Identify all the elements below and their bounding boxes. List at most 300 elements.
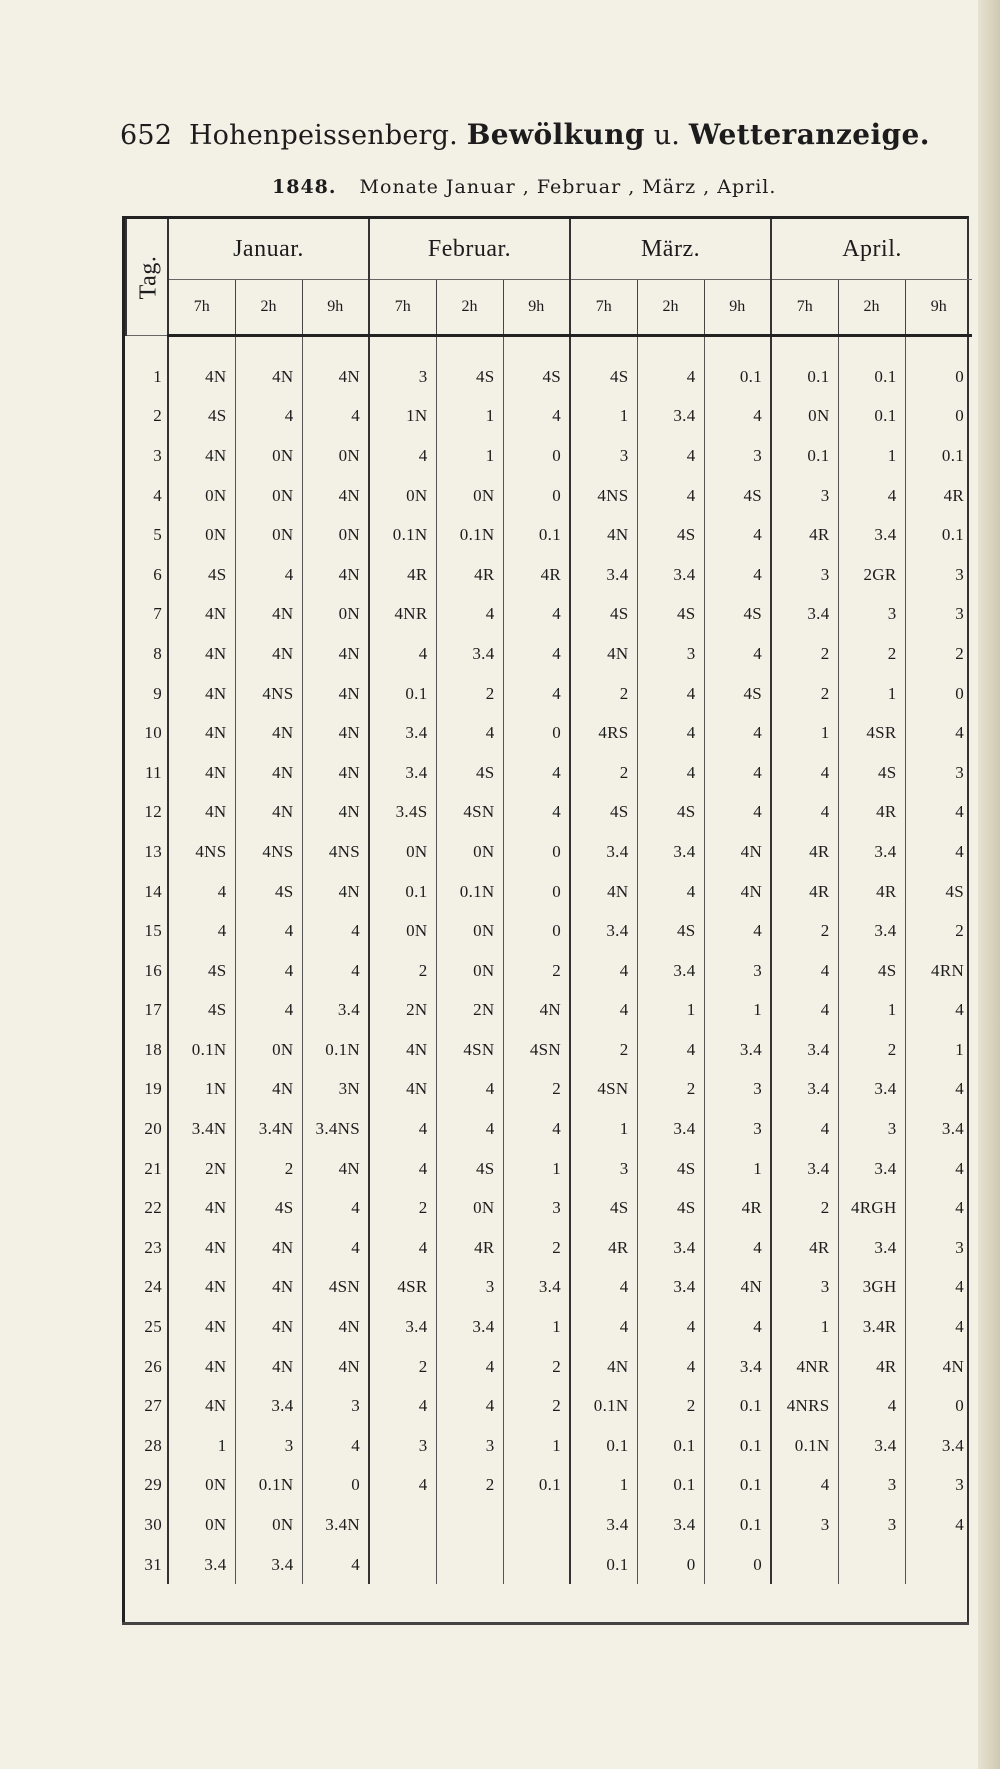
value-cell: 3.4 xyxy=(771,1030,838,1070)
value-cell: 4S xyxy=(235,872,302,912)
table-row xyxy=(126,1386,972,1426)
value-cell: 3.4 xyxy=(771,1070,838,1110)
value-cell: 4S xyxy=(503,357,570,397)
value-cell: 0 xyxy=(503,911,570,951)
value-cell: 0.1 xyxy=(771,436,838,476)
value-cell: 3.4 xyxy=(637,397,704,437)
value-cell: 4S xyxy=(570,793,637,833)
table-row xyxy=(126,753,972,793)
value-cell: 4N xyxy=(168,634,235,674)
value-cell xyxy=(503,1545,570,1585)
value-cell: 0.1 xyxy=(704,1426,771,1466)
value-cell: 4N xyxy=(168,357,235,397)
day-number: 6 xyxy=(126,555,168,595)
hour-header: 2h xyxy=(838,280,905,336)
value-cell: 4 xyxy=(704,515,771,555)
value-cell: 1 xyxy=(436,436,503,476)
value-cell: 2 xyxy=(637,1386,704,1426)
value-cell: 4 xyxy=(369,1386,436,1426)
value-cell: 1 xyxy=(704,991,771,1031)
value-cell: 4 xyxy=(503,634,570,674)
day-number: 3 xyxy=(126,436,168,476)
value-cell: 3 xyxy=(771,555,838,595)
value-cell: 4 xyxy=(905,1307,972,1347)
value-cell: 4 xyxy=(369,634,436,674)
value-cell: 4NS xyxy=(168,832,235,872)
value-cell: 4S xyxy=(637,1188,704,1228)
day-number: 17 xyxy=(126,991,168,1031)
value-cell: 2 xyxy=(771,911,838,951)
value-cell: 1 xyxy=(637,991,704,1031)
value-cell: 2 xyxy=(436,1466,503,1506)
value-cell: 4N xyxy=(704,832,771,872)
month-header-row xyxy=(126,219,972,280)
value-cell: 2GR xyxy=(838,555,905,595)
value-cell: 4 xyxy=(704,397,771,437)
value-cell: 4 xyxy=(302,951,369,991)
value-cell: 0.1 xyxy=(369,674,436,714)
day-number: 20 xyxy=(126,1109,168,1149)
value-cell: 0N xyxy=(235,515,302,555)
value-cell: 4N xyxy=(302,1149,369,1189)
table-frame xyxy=(122,216,969,1624)
value-cell: 3.4 xyxy=(369,713,436,753)
day-number: 21 xyxy=(126,1149,168,1189)
day-number: 1 xyxy=(126,357,168,397)
value-cell: 4S xyxy=(436,1149,503,1189)
value-cell: 0 xyxy=(637,1545,704,1585)
table-row xyxy=(126,872,972,912)
value-cell: 4N xyxy=(168,1347,235,1387)
value-cell: 3 xyxy=(570,1149,637,1189)
value-cell: 3.4 xyxy=(503,1268,570,1308)
day-number: 22 xyxy=(126,1188,168,1228)
value-cell: 3.4 xyxy=(905,1109,972,1149)
value-cell: 4 xyxy=(436,1070,503,1110)
value-cell xyxy=(771,1545,838,1585)
value-cell: 4S xyxy=(838,753,905,793)
value-cell: 4R xyxy=(838,1347,905,1387)
value-cell xyxy=(369,1545,436,1585)
value-cell: 4S xyxy=(637,1149,704,1189)
value-cell: 4N xyxy=(235,1228,302,1268)
value-cell: 3 xyxy=(905,753,972,793)
value-cell: 4NR xyxy=(369,595,436,635)
table-row xyxy=(126,832,972,872)
value-cell: 4N xyxy=(302,634,369,674)
value-cell: 2 xyxy=(838,1030,905,1070)
value-cell: 3 xyxy=(905,1466,972,1506)
value-cell: 4N xyxy=(369,1070,436,1110)
value-cell: 2 xyxy=(570,753,637,793)
table-row xyxy=(126,1545,972,1585)
value-cell: 0N xyxy=(302,436,369,476)
value-cell: 3.4 xyxy=(637,555,704,595)
value-cell: 4 xyxy=(235,555,302,595)
value-cell: 4N xyxy=(302,1347,369,1387)
value-cell: 4 xyxy=(905,1149,972,1189)
value-cell: 4 xyxy=(302,911,369,951)
spacer-row xyxy=(126,336,972,358)
value-cell: 0 xyxy=(503,872,570,912)
day-number: 24 xyxy=(126,1268,168,1308)
month-header-april: April. xyxy=(771,219,972,280)
value-cell: 3.4 xyxy=(838,911,905,951)
value-cell: 4 xyxy=(838,476,905,516)
value-cell: 4 xyxy=(905,1505,972,1545)
value-cell: 0N xyxy=(771,397,838,437)
value-cell: 3.4 xyxy=(570,1505,637,1545)
day-number: 15 xyxy=(126,911,168,951)
value-cell: 4 xyxy=(369,1149,436,1189)
value-cell: 4 xyxy=(637,357,704,397)
value-cell: 2 xyxy=(369,951,436,991)
table-row xyxy=(126,436,972,476)
value-cell: 3.4 xyxy=(369,1307,436,1347)
value-cell: 4 xyxy=(235,991,302,1031)
value-cell: 3.4 xyxy=(637,1109,704,1149)
value-cell: 4N xyxy=(570,515,637,555)
value-cell: 1 xyxy=(838,674,905,714)
value-cell: 4 xyxy=(704,911,771,951)
value-cell: 1N xyxy=(168,1070,235,1110)
value-cell: 4 xyxy=(637,1030,704,1070)
value-cell: 4 xyxy=(570,991,637,1031)
value-cell: 4 xyxy=(704,753,771,793)
value-cell: 4 xyxy=(235,911,302,951)
value-cell: 4R xyxy=(838,872,905,912)
value-cell: 4S xyxy=(905,872,972,912)
value-cell: 0.1N xyxy=(168,1030,235,1070)
value-cell: 0.1 xyxy=(704,357,771,397)
value-cell: 4N xyxy=(704,1268,771,1308)
value-cell: 3.4 xyxy=(637,1268,704,1308)
value-cell: 0N xyxy=(168,476,235,516)
value-cell: 3.4 xyxy=(168,1545,235,1585)
value-cell: 3 xyxy=(838,1109,905,1149)
value-cell: 4 xyxy=(771,793,838,833)
title-conjunction: u. xyxy=(653,120,681,151)
value-cell: 4 xyxy=(369,1109,436,1149)
months-label: Monate Januar , Februar , März , April. xyxy=(359,176,777,198)
value-cell: 2 xyxy=(771,1188,838,1228)
value-cell: 1 xyxy=(771,713,838,753)
value-cell: 0 xyxy=(905,1386,972,1426)
value-cell: 0N xyxy=(302,595,369,635)
value-cell: 4N xyxy=(168,713,235,753)
value-cell: 4N xyxy=(168,595,235,635)
value-cell: 3 xyxy=(235,1426,302,1466)
value-cell xyxy=(838,1545,905,1585)
value-cell: 4N xyxy=(168,753,235,793)
value-cell: 4N xyxy=(905,1347,972,1387)
day-number: 11 xyxy=(126,753,168,793)
value-cell: 4N xyxy=(302,476,369,516)
value-cell: 4N xyxy=(235,793,302,833)
value-cell: 1 xyxy=(771,1307,838,1347)
hour-header: 7h xyxy=(168,280,235,336)
value-cell: 0N xyxy=(436,832,503,872)
value-cell: 4S xyxy=(570,357,637,397)
value-cell: 4 xyxy=(503,753,570,793)
day-number: 8 xyxy=(126,634,168,674)
value-cell: 4 xyxy=(369,436,436,476)
value-cell: 3.4N xyxy=(235,1109,302,1149)
table-row xyxy=(126,793,972,833)
value-cell: 3.4 xyxy=(302,991,369,1031)
value-cell: 4S xyxy=(637,793,704,833)
value-cell: 3 xyxy=(570,436,637,476)
value-cell: 3 xyxy=(838,595,905,635)
value-cell: 4R xyxy=(436,555,503,595)
table-row xyxy=(126,1070,972,1110)
value-cell: 4 xyxy=(704,1228,771,1268)
value-cell: 3.4R xyxy=(838,1307,905,1347)
value-cell: 4 xyxy=(302,1545,369,1585)
day-number: 10 xyxy=(126,713,168,753)
value-cell: 0.1 xyxy=(905,436,972,476)
value-cell: 4 xyxy=(905,991,972,1031)
value-cell: 4 xyxy=(302,1188,369,1228)
value-cell: 3N xyxy=(302,1070,369,1110)
value-cell: 3.4 xyxy=(905,1426,972,1466)
value-cell: 4N xyxy=(235,1070,302,1110)
value-cell: 3 xyxy=(436,1426,503,1466)
day-number: 4 xyxy=(126,476,168,516)
value-cell: 4 xyxy=(905,713,972,753)
value-cell: 0.1 xyxy=(704,1386,771,1426)
value-cell: 4N xyxy=(235,713,302,753)
value-cell: 3.4 xyxy=(637,1228,704,1268)
value-cell: 4 xyxy=(905,1188,972,1228)
table-row xyxy=(126,1188,972,1228)
table-row xyxy=(126,397,972,437)
value-cell: 4NS xyxy=(570,476,637,516)
value-cell: 4 xyxy=(235,397,302,437)
value-cell: 4N xyxy=(302,555,369,595)
value-cell: 0N xyxy=(235,476,302,516)
day-number: 5 xyxy=(126,515,168,555)
value-cell: 3 xyxy=(704,1109,771,1149)
value-cell: 4 xyxy=(704,1307,771,1347)
value-cell: 4R xyxy=(905,476,972,516)
value-cell: 0N xyxy=(436,476,503,516)
day-number: 29 xyxy=(126,1466,168,1506)
weather-table xyxy=(125,219,972,1584)
value-cell: 0.1N xyxy=(436,515,503,555)
value-cell: 0.1 xyxy=(704,1466,771,1506)
value-cell: 4S xyxy=(168,991,235,1031)
value-cell: 0.1 xyxy=(369,872,436,912)
day-number: 12 xyxy=(126,793,168,833)
value-cell: 1 xyxy=(570,1109,637,1149)
value-cell: 0.1N xyxy=(302,1030,369,1070)
table-row xyxy=(126,911,972,951)
table-row xyxy=(126,1149,972,1189)
value-cell: 4SN xyxy=(436,793,503,833)
value-cell: 4 xyxy=(503,397,570,437)
value-cell: 3.4 xyxy=(704,1030,771,1070)
hour-header: 2h xyxy=(235,280,302,336)
value-cell: 2 xyxy=(503,951,570,991)
month-header-february: Februar. xyxy=(369,219,570,280)
table-row xyxy=(126,476,972,516)
table-row xyxy=(126,1347,972,1387)
value-cell: 0.1 xyxy=(838,397,905,437)
value-cell xyxy=(369,1505,436,1545)
value-cell xyxy=(436,1545,503,1585)
value-cell: 4N xyxy=(235,753,302,793)
value-cell: 2 xyxy=(905,634,972,674)
value-cell: 2 xyxy=(503,1347,570,1387)
value-cell: 4S xyxy=(235,1188,302,1228)
value-cell: 4S xyxy=(637,515,704,555)
value-cell: 0.1N xyxy=(436,872,503,912)
value-cell: 2 xyxy=(369,1188,436,1228)
value-cell: 1 xyxy=(704,1149,771,1189)
value-cell: 4 xyxy=(905,793,972,833)
month-header-january: Januar. xyxy=(168,219,369,280)
table-row xyxy=(126,1030,972,1070)
value-cell: 0.1 xyxy=(570,1545,637,1585)
day-number: 28 xyxy=(126,1426,168,1466)
table-row xyxy=(126,951,972,991)
value-cell: 3.4 xyxy=(838,1070,905,1110)
value-cell: 0N xyxy=(369,832,436,872)
title-bold-2: Wetteranzeige. xyxy=(688,118,930,151)
value-cell: 3.4 xyxy=(235,1545,302,1585)
value-cell: 1 xyxy=(838,991,905,1031)
value-cell: 0N xyxy=(369,911,436,951)
value-cell: 0.1N xyxy=(235,1466,302,1506)
hour-header: 9h xyxy=(503,280,570,336)
value-cell: 0N xyxy=(302,515,369,555)
value-cell: 4S xyxy=(637,595,704,635)
value-cell: 4 xyxy=(503,674,570,714)
day-number: 25 xyxy=(126,1307,168,1347)
page-subheader xyxy=(272,176,776,198)
value-cell: 0 xyxy=(503,832,570,872)
value-cell: 4 xyxy=(838,1386,905,1426)
value-cell: 2N xyxy=(436,991,503,1031)
value-cell: 4S xyxy=(704,674,771,714)
day-number: 13 xyxy=(126,832,168,872)
value-cell: 4N xyxy=(302,357,369,397)
value-cell: 4SN xyxy=(503,1030,570,1070)
value-cell: 4 xyxy=(704,713,771,753)
value-cell: 3 xyxy=(637,634,704,674)
value-cell: 2 xyxy=(503,1386,570,1426)
value-cell: 4S xyxy=(838,951,905,991)
value-cell: 4 xyxy=(905,1070,972,1110)
hour-header: 7h xyxy=(369,280,436,336)
value-cell: 4SN xyxy=(570,1070,637,1110)
value-cell: 0N xyxy=(168,1466,235,1506)
value-cell: 4N xyxy=(503,991,570,1031)
value-cell: 0 xyxy=(503,436,570,476)
value-cell: 4S xyxy=(168,397,235,437)
value-cell: 4N xyxy=(168,1268,235,1308)
value-cell: 3 xyxy=(771,1268,838,1308)
value-cell: 0 xyxy=(704,1545,771,1585)
value-cell: 4N xyxy=(235,1307,302,1347)
value-cell: 4 xyxy=(637,753,704,793)
value-cell: 1 xyxy=(838,436,905,476)
hour-header-row xyxy=(126,280,972,336)
value-cell: 4SR xyxy=(838,713,905,753)
value-cell: 0.1 xyxy=(637,1426,704,1466)
value-cell: 4N xyxy=(704,872,771,912)
value-cell: 3.4 xyxy=(570,555,637,595)
value-cell: 3.4 xyxy=(637,832,704,872)
value-cell: 4 xyxy=(570,1268,637,1308)
value-cell: 2N xyxy=(168,1149,235,1189)
value-cell: 2 xyxy=(570,1030,637,1070)
day-number: 27 xyxy=(126,1386,168,1426)
value-cell: 4N xyxy=(570,872,637,912)
day-number: 18 xyxy=(126,1030,168,1070)
table-row xyxy=(126,357,972,397)
value-cell: 4SN xyxy=(436,1030,503,1070)
year-label: 1848. xyxy=(272,176,337,198)
hour-header: 9h xyxy=(905,280,972,336)
table-row xyxy=(126,713,972,753)
value-cell: 4N xyxy=(302,674,369,714)
value-cell: 3 xyxy=(503,1188,570,1228)
value-cell: 4N xyxy=(168,793,235,833)
value-cell: 4S xyxy=(168,555,235,595)
value-cell: 4 xyxy=(771,991,838,1031)
value-cell: 4 xyxy=(436,595,503,635)
value-cell: 0N xyxy=(168,1505,235,1545)
value-cell: 2 xyxy=(838,634,905,674)
value-cell: 4 xyxy=(503,793,570,833)
value-cell: 0.1 xyxy=(637,1466,704,1506)
value-cell: 3.4 xyxy=(838,832,905,872)
table-bottom-rule xyxy=(122,1622,969,1625)
value-cell: 4 xyxy=(503,595,570,635)
value-cell: 4N xyxy=(302,872,369,912)
value-cell: 0.1N xyxy=(771,1426,838,1466)
value-cell: 4RGH xyxy=(838,1188,905,1228)
value-cell: 4R xyxy=(838,793,905,833)
value-cell: 4S xyxy=(570,595,637,635)
value-cell: 3 xyxy=(302,1386,369,1426)
table-row xyxy=(126,1466,972,1506)
value-cell: 2 xyxy=(503,1228,570,1268)
value-cell: 2 xyxy=(771,634,838,674)
value-cell: 4R xyxy=(771,515,838,555)
table-body xyxy=(126,336,972,1585)
value-cell: 3.4 xyxy=(436,1307,503,1347)
value-cell: 4 xyxy=(637,436,704,476)
value-cell: 1N xyxy=(369,397,436,437)
page-edge xyxy=(978,0,1000,1769)
value-cell: 0N xyxy=(235,1505,302,1545)
table-row xyxy=(126,1268,972,1308)
value-cell: 3 xyxy=(905,555,972,595)
value-cell: 3.4 xyxy=(637,951,704,991)
value-cell: 3.4N xyxy=(168,1109,235,1149)
value-cell: 4SN xyxy=(302,1268,369,1308)
value-cell: 1 xyxy=(570,397,637,437)
value-cell: 1 xyxy=(168,1426,235,1466)
value-cell: 1 xyxy=(503,1149,570,1189)
value-cell xyxy=(436,1505,503,1545)
table-row xyxy=(126,1505,972,1545)
value-cell: 4 xyxy=(771,1466,838,1506)
day-number: 30 xyxy=(126,1505,168,1545)
